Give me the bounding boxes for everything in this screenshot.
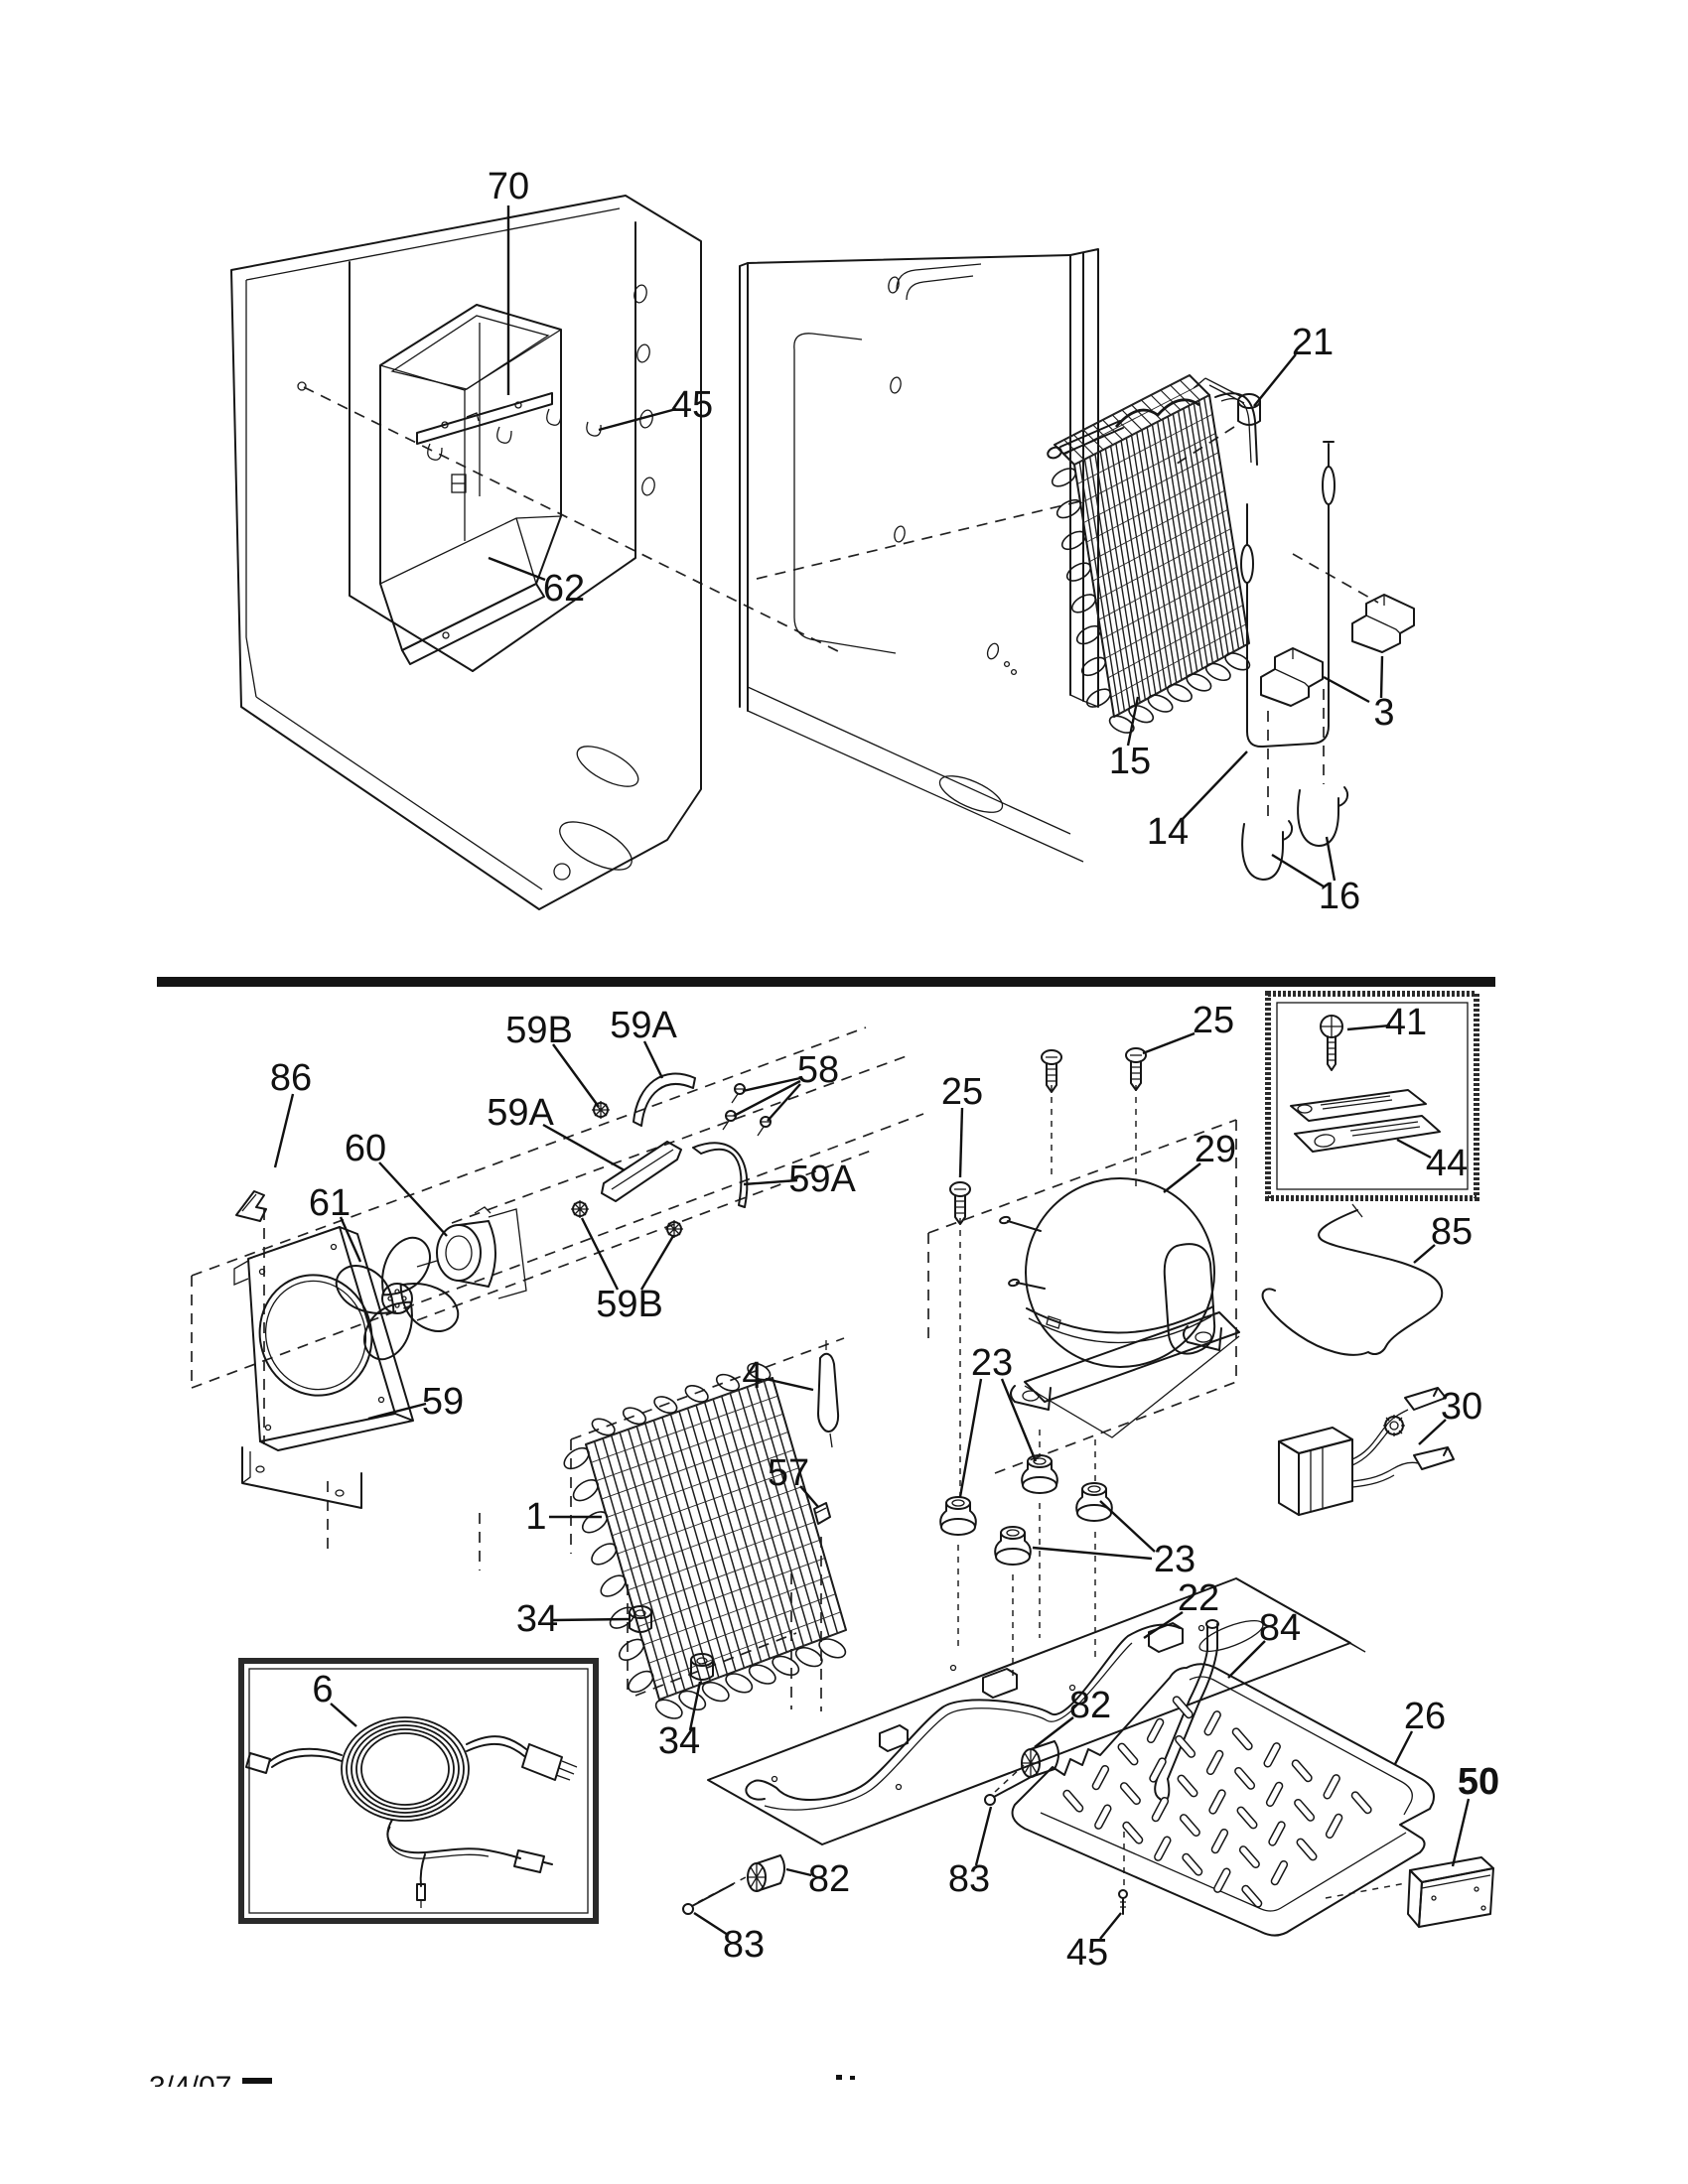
compressor — [1025, 1312, 1239, 1402]
cabinet-side-panel — [748, 255, 1070, 263]
compressor-base-plate — [897, 1785, 902, 1790]
fan-blade — [359, 1293, 417, 1365]
callout-16: 16 — [1318, 876, 1361, 917]
callout-30: 30 — [1440, 1386, 1483, 1428]
assembly-axis-lines — [757, 500, 1084, 579]
callout-23-upper: 23 — [970, 1342, 1014, 1384]
callout-6: 6 — [312, 1669, 334, 1710]
cabinet-back-panel — [256, 697, 542, 889]
drain-pan-louvers — [1177, 1774, 1198, 1798]
bottom-leader-lines — [960, 1379, 1036, 1497]
shield-nuts — [665, 1220, 683, 1238]
bushing-left — [748, 1863, 766, 1891]
callout-83-left: 83 — [722, 1924, 766, 1966]
callout-22: 22 — [1177, 1577, 1220, 1619]
top-leader-lines — [1182, 751, 1247, 820]
evaporator-top-fins — [1055, 375, 1190, 445]
condenser-fins — [586, 1378, 846, 1700]
fan-shroud — [248, 1227, 395, 1441]
bottom-leader-lines — [1143, 1033, 1195, 1053]
compressor — [1196, 1332, 1211, 1342]
evaporator-fins — [1080, 433, 1215, 503]
callout-59b-bottom: 59B — [596, 1284, 663, 1325]
bottom-leader-lines — [976, 1807, 991, 1865]
fan-blade — [377, 1232, 435, 1304]
drain-pan-louvers — [1268, 1821, 1286, 1846]
pan-screw — [1119, 1890, 1127, 1914]
evaporator-fins — [1105, 586, 1240, 658]
ice-container — [380, 516, 561, 584]
condenser-grommets — [630, 1612, 651, 1632]
defrost-heater — [1247, 505, 1329, 747]
bottom-callouts — [270, 1000, 1499, 1974]
fan-shroud — [260, 1227, 413, 1450]
ice-fill-bracket — [547, 409, 561, 425]
evaporator-fins — [1102, 567, 1237, 639]
cabinet-side-panel — [1005, 662, 1010, 667]
assembly-axis-lines — [298, 382, 1378, 820]
cabinet-side-panel — [794, 334, 896, 653]
bushing-left — [757, 1855, 784, 1891]
inset-box-power-cord — [241, 1661, 596, 1921]
compressor-mounts — [940, 1455, 1112, 1565]
compressor-mounts — [952, 1500, 964, 1506]
compressor-mounts — [996, 1549, 1030, 1565]
cabinet-back-panel — [640, 477, 656, 496]
bushing-left — [748, 1855, 784, 1891]
shield-nuts — [592, 1101, 610, 1119]
drain-pan-louvers — [1205, 1749, 1223, 1775]
drain-pan-louvers — [1231, 1727, 1253, 1751]
callout-23-lower: 23 — [1153, 1539, 1196, 1580]
power-cord-coil — [347, 1721, 464, 1817]
callout-44: 44 — [1425, 1143, 1469, 1184]
cabinet-side-panel — [907, 276, 973, 300]
callout-34-upper: 34 — [515, 1598, 559, 1640]
compressor-mounts — [1076, 1483, 1112, 1521]
compressor-mounts — [1001, 1527, 1025, 1539]
callout-82-right: 82 — [1068, 1685, 1112, 1726]
fan-motor — [489, 1209, 526, 1298]
drain-pan-louvers — [1238, 1844, 1260, 1868]
callout-84: 84 — [1258, 1607, 1302, 1649]
top-section — [231, 166, 1414, 917]
bottom-leader-lines — [331, 1704, 356, 1726]
drain-bushings — [683, 1741, 1127, 1914]
evaporator-fins — [1096, 529, 1231, 601]
tube-shields — [693, 1143, 747, 1207]
fan-motor — [446, 1236, 472, 1270]
callout-57: 57 — [767, 1452, 810, 1494]
power-cord-coil — [352, 1725, 459, 1813]
compressor-base-plate — [1199, 1626, 1204, 1631]
footer-dash — [242, 2078, 272, 2084]
pan-screw — [1119, 1890, 1127, 1898]
drain-pan-louvers — [1236, 1806, 1258, 1830]
cabinet-back-panel — [571, 739, 643, 795]
bushing-right — [1022, 1741, 1058, 1777]
bottom-leader-lines — [1033, 1501, 1155, 1559]
bracket-screw — [1328, 1036, 1336, 1070]
drain-pan-louvers — [1182, 1852, 1203, 1876]
cabinet-side-panel — [935, 768, 1008, 819]
compressor-mounts — [946, 1497, 970, 1509]
condenser-grommets — [697, 1658, 707, 1664]
drain-pan-louvers — [1210, 1828, 1228, 1853]
callout-15: 15 — [1108, 741, 1152, 782]
evaporator-fins — [1086, 472, 1221, 542]
relay-module — [1279, 1441, 1299, 1515]
pin-left — [692, 1884, 733, 1906]
top-leader-lines — [599, 409, 676, 430]
callout-61: 61 — [308, 1182, 352, 1224]
callout-83-right: 83 — [947, 1858, 991, 1900]
tube-shields — [633, 1074, 695, 1126]
cabinet-back-panel — [350, 262, 473, 671]
relay-module — [1279, 1388, 1454, 1515]
compressor-mounts — [1007, 1530, 1019, 1536]
cabinet-side-panel — [740, 249, 1098, 862]
cabinet-back-panel — [553, 812, 639, 880]
callout-21: 21 — [1291, 322, 1335, 363]
evaporator-fins — [1099, 548, 1234, 619]
inset-box-power-cord — [467, 1736, 526, 1756]
compressor-screws — [955, 1201, 965, 1213]
callout-59: 59 — [421, 1381, 465, 1423]
callout-85: 85 — [1430, 1211, 1474, 1253]
cabinet-back-panel — [246, 280, 256, 697]
callout-59b-top: 59B — [505, 1010, 573, 1051]
cabinet-side-panel — [986, 642, 1001, 660]
fan-blade — [382, 1284, 412, 1313]
bottom-leader-lines — [553, 1619, 630, 1620]
bottom-leader-lines — [553, 1044, 599, 1107]
cabinet-back-panel — [231, 196, 701, 909]
drain-pan-louvers — [1233, 1766, 1255, 1790]
drain-pan-louvers — [1146, 1717, 1164, 1743]
compressor-screws — [950, 1182, 970, 1224]
terminal-cover — [1432, 1896, 1436, 1900]
callout-62: 62 — [542, 568, 586, 610]
tube-clip — [816, 1508, 826, 1513]
bottom-leader-lines — [1453, 1799, 1469, 1866]
assembly-axis-lines — [298, 382, 306, 390]
ice-container — [380, 305, 561, 650]
inset-box-power-cord — [249, 1669, 588, 1913]
tube-bracket-plates — [1298, 1105, 1312, 1113]
evaporator-fins — [1074, 395, 1249, 717]
mount-clip — [236, 1191, 266, 1221]
callout-45: 45 — [670, 384, 714, 426]
drain-pan-louvers — [1179, 1813, 1200, 1837]
callout-70: 70 — [487, 166, 530, 207]
compressor — [1008, 1279, 1019, 1287]
terminal-cover — [1408, 1857, 1493, 1927]
inset-box-power-cord — [241, 1661, 596, 1921]
shield-nuts — [571, 1101, 683, 1238]
callout-29: 29 — [1194, 1129, 1237, 1170]
drain-pan-louvers — [1203, 1710, 1221, 1736]
relay-module — [1311, 1447, 1323, 1512]
fan-motor — [459, 1221, 495, 1287]
compressor-mounts — [941, 1519, 975, 1535]
inset-box-power-cord — [514, 1850, 552, 1872]
shield-nuts — [665, 1220, 683, 1238]
bottom-section — [192, 994, 1499, 1974]
cabinet-side-panel — [889, 376, 902, 394]
relay-module — [1352, 1462, 1418, 1487]
cabinet-side-panel — [1012, 670, 1017, 675]
footer-mark-2 — [850, 2076, 855, 2080]
assembly-axis-lines — [304, 387, 842, 653]
cabinet-back-panel — [246, 208, 620, 280]
bottom-leader-lines — [1347, 1025, 1390, 1029]
shield-nuts — [571, 1200, 589, 1218]
construction-lines — [192, 1114, 923, 1388]
ice-container — [402, 584, 544, 664]
footer — [0, 2071, 1688, 2184]
relay-module — [1299, 1439, 1352, 1515]
inset-box-power-cord — [522, 1744, 562, 1780]
callout-25-left: 25 — [940, 1071, 984, 1113]
bottom-leader-lines — [960, 1108, 962, 1177]
condenser-tube-loops — [561, 1360, 849, 1722]
tube-bracket-plates — [1291, 1090, 1426, 1121]
fan-shroud — [379, 1398, 384, 1403]
drain-pan-louvers — [1213, 1867, 1231, 1893]
evaporator-top-fins — [1055, 375, 1209, 465]
shield-screws — [758, 1122, 771, 1136]
callout-34-lower: 34 — [657, 1720, 701, 1762]
ice-fill-bracket — [497, 427, 511, 443]
callout-45-bottom: 45 — [1065, 1932, 1109, 1974]
drain-pan-louvers — [1296, 1838, 1318, 1861]
inset-box-power-cord — [387, 1820, 520, 1858]
shield-nuts — [571, 1200, 589, 1218]
cabinet-side-panel — [740, 263, 748, 711]
power-cord-coil — [356, 1729, 454, 1809]
relay-module — [1383, 1415, 1405, 1436]
relay-module — [1405, 1388, 1446, 1410]
drain-hooks — [1242, 824, 1283, 880]
defrost-heater — [1241, 442, 1335, 747]
cabinet-side-panel — [748, 687, 1098, 862]
shield-screws — [732, 1084, 745, 1103]
defrost-heater — [1241, 545, 1253, 583]
callout-50: 50 — [1457, 1761, 1500, 1803]
fan-motor — [417, 1261, 437, 1267]
drain-pan-louvers — [1154, 1836, 1172, 1861]
callout-59a-top: 59A — [610, 1005, 677, 1046]
drain-hooks — [1298, 790, 1338, 846]
drain-pan-louvers — [1119, 1781, 1141, 1805]
ice-fill-bracket — [417, 393, 552, 444]
shield-nuts — [592, 1101, 610, 1119]
compressor-mounts — [1023, 1477, 1056, 1493]
filter-drier — [818, 1340, 838, 1447]
compressor-screws — [1131, 1067, 1141, 1079]
fan-shroud — [242, 1447, 361, 1508]
compressor-base-plate — [746, 1625, 1180, 1800]
compressor — [1026, 1178, 1214, 1367]
drain-pan-louvers — [1325, 1813, 1342, 1839]
callout-86: 86 — [269, 1057, 313, 1099]
defrost-heater — [1323, 467, 1335, 504]
condenser-coil — [561, 1360, 849, 1722]
construction-lines — [995, 1382, 1236, 1473]
compressor-base-plate — [951, 1666, 956, 1671]
inset-box-power-cord — [270, 1749, 342, 1767]
fan-shroud — [234, 1261, 248, 1285]
drain-hooks — [1338, 787, 1347, 806]
callout-14: 14 — [1146, 811, 1190, 853]
evaporator-mount-brackets — [1261, 595, 1414, 706]
drain-pan-louvers — [1265, 1781, 1283, 1807]
page-clip-edge — [0, 2087, 1688, 2184]
compressor-screws — [1047, 1069, 1056, 1081]
tube-wire-hook — [1263, 1210, 1443, 1355]
condenser-grommets — [691, 1660, 713, 1680]
compressor-mounts — [995, 1527, 1031, 1565]
bracket-screw — [1328, 1042, 1336, 1060]
pin-left — [683, 1884, 733, 1914]
fan-shroud — [336, 1490, 344, 1496]
ice-fill-bracket — [417, 393, 601, 460]
tube-wire-hook — [1263, 1204, 1443, 1355]
section-divider — [157, 977, 1495, 987]
evaporator-fins — [1092, 509, 1227, 581]
compressor — [1025, 1336, 1239, 1437]
compressor-mounts — [1088, 1486, 1100, 1492]
tube-shields — [602, 1142, 681, 1201]
compressor-base-plate — [765, 1643, 1132, 1810]
fan-motor — [475, 1207, 491, 1213]
evaporator-coil — [1047, 375, 1257, 737]
shield-screws — [723, 1111, 736, 1130]
terminal-cover — [1408, 1870, 1422, 1927]
drain-pan-louvers — [1062, 1789, 1084, 1813]
callout-26: 26 — [1403, 1696, 1447, 1737]
filter-drier — [818, 1354, 838, 1432]
top-callouts — [488, 166, 1395, 917]
drain-pan-louvers — [1293, 1798, 1315, 1822]
fan-shroud — [242, 1451, 250, 1483]
ice-container — [380, 305, 561, 664]
cabinet-side-panel — [887, 276, 900, 294]
construction-lines — [928, 1120, 1236, 1233]
mount-clip — [236, 1191, 266, 1221]
drain-pan-louvers — [1291, 1759, 1313, 1783]
drain-pan-louvers — [1117, 1742, 1139, 1766]
fan-shroud — [266, 1426, 271, 1431]
callout-59a-right: 59A — [788, 1159, 856, 1200]
compressor-base-plate — [773, 1777, 777, 1782]
terminal-cover — [1475, 1887, 1478, 1891]
top-leader-lines — [1254, 354, 1296, 406]
drain-pan-louvers — [1263, 1742, 1281, 1768]
assembly-axis-lines — [1293, 554, 1378, 603]
callout-25-right: 25 — [1192, 1000, 1235, 1041]
cabinet-back-panel — [635, 343, 651, 363]
compressor — [999, 1178, 1239, 1437]
ice-container — [380, 330, 561, 390]
bottom-leader-lines — [379, 1162, 447, 1236]
tube-bracket-plates — [1314, 1134, 1335, 1149]
evaporator-fins — [1089, 490, 1224, 562]
callout-60: 60 — [344, 1128, 387, 1169]
terminal-cover — [1481, 1906, 1485, 1910]
drain-pan-louvers — [1208, 1789, 1226, 1815]
power-cord-coil — [342, 1717, 469, 1821]
compressor-mounts — [1082, 1483, 1106, 1495]
callout-82-left: 82 — [807, 1858, 851, 1900]
defrost-heater — [1324, 442, 1334, 467]
drain-pan-louvers — [1323, 1774, 1340, 1800]
compressor-mounts — [1022, 1455, 1057, 1493]
ice-fill-bracket — [428, 444, 442, 460]
construction-lines — [635, 1633, 796, 1696]
drain-pan-louvers — [1350, 1791, 1372, 1815]
power-cord-coil — [361, 1733, 449, 1805]
cabinet-back-panel — [231, 196, 701, 909]
tube-bracket-plates — [1291, 1090, 1440, 1152]
bottom-leader-lines — [644, 1041, 662, 1078]
pin-right — [994, 1775, 1035, 1797]
bushing-right — [1022, 1749, 1040, 1777]
fan-shroud — [253, 1269, 378, 1401]
drain-hooks — [1283, 821, 1292, 840]
fan-shroud — [332, 1245, 337, 1250]
bottom-leader-lines — [766, 1379, 813, 1390]
callout-1: 1 — [525, 1496, 547, 1538]
cabinet-back-panel — [443, 632, 449, 638]
fan-shroud — [234, 1227, 413, 1508]
relay-module — [1390, 1422, 1398, 1430]
compressor — [999, 1216, 1010, 1224]
footer-mark-1 — [836, 2075, 842, 2080]
evaporator-top-fins — [1074, 395, 1209, 465]
cabinet-back-panel — [554, 864, 570, 880]
evaporator-fins — [1083, 453, 1218, 523]
relay-module — [1383, 1415, 1405, 1436]
callout-58: 58 — [796, 1049, 840, 1091]
drain-pan-louvers — [1091, 1764, 1109, 1790]
callout-4: 4 — [742, 1355, 764, 1397]
callout-3: 3 — [1373, 692, 1395, 734]
callout-59a-mid: 59A — [487, 1092, 554, 1134]
bottom-leader-lines — [368, 1404, 426, 1419]
compressor-mounts — [940, 1497, 976, 1535]
cabinet-side-panel — [893, 525, 906, 543]
callout-41: 41 — [1384, 1002, 1428, 1043]
drain-pan-louvers — [1094, 1804, 1112, 1830]
relay-module — [1414, 1447, 1454, 1469]
drain-pan-louvers — [1270, 1859, 1288, 1885]
drain-pan-louvers — [1122, 1821, 1144, 1844]
bracket-screw — [1321, 1016, 1342, 1070]
bottom-leader-lines — [275, 1094, 293, 1167]
inset-box-power-cord — [387, 1827, 489, 1858]
terminal-cover — [1422, 1875, 1490, 1888]
top-leader-lines — [489, 558, 545, 580]
compressor-screws — [1126, 1048, 1146, 1090]
fan-shroud — [256, 1466, 264, 1472]
